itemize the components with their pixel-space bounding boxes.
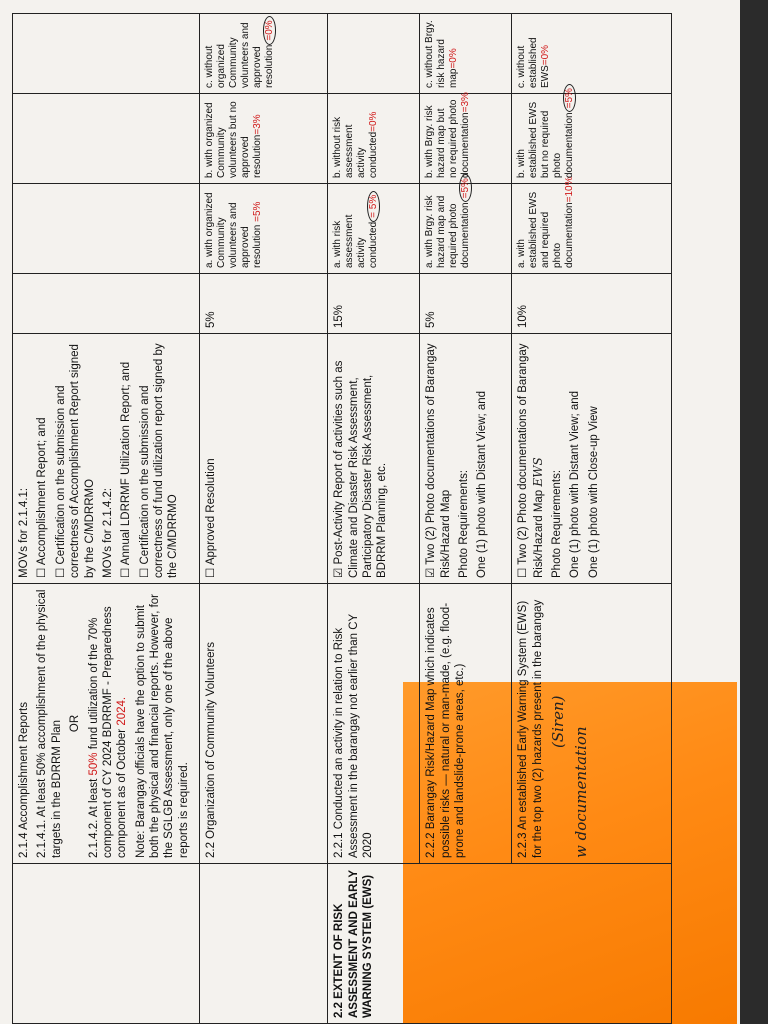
movs-heading: MOVs for 2.1.4.2: (101, 487, 114, 578)
indicator-cell: 2.2 Organization of Community Volunteers (200, 584, 328, 864)
or-label: OR (69, 714, 82, 733)
movs-item: ☐ Certification on the submission and correctness of fund utilization report signed by the C/MDRRMO (138, 343, 180, 578)
movs-item: ☐ Annual LDRRMF Utilization Report; and (120, 361, 133, 578)
indicator-text: 2.1.4.1. At least 50% accomplishment of the physical targets in the BDRRM Plan (36, 589, 63, 858)
movs-item: ☑ Two (2) Photo documentations of Barangay Risk/Hazard Map (425, 343, 452, 578)
weight-cell: 5% (420, 274, 512, 334)
table-row (328, 14, 420, 1024)
movs-cell (512, 334, 672, 584)
score-b: b. with Brgy. risk hazard map but no required photo documentation=3% (420, 94, 512, 184)
score-c: c. without Brgy. risk hazard map=0% (420, 14, 512, 94)
movs-cell: ☐ Approved Resolution (200, 334, 328, 584)
score-c: c. without established EWS=0% (512, 14, 672, 94)
photo-req-heading: Photo Requirements: (457, 469, 470, 578)
indicator-title: 2.1.4 Accomplishment Reports (18, 702, 30, 858)
section-cell-empty (13, 864, 200, 1024)
photo-req-item: One (1) photo with Distant View; and (476, 390, 489, 578)
indicator-cell (512, 584, 672, 864)
indicator-text: 2.2.3 An established Early Warning System (EWS) for the top two (2) hazards present in the barangay (517, 599, 544, 858)
movs-item: ☐ Two (2) Photo documentations of Barangay Risk/Hazard Map EWS (517, 343, 545, 578)
movs-cell: ☑ Post-Activity Report of activities such as Climate and Disaster Risk Assessment, Participatory Disaster Risk Assessment, BDRRM Planning, etc. (328, 334, 420, 584)
score-a: a. with Brgy. risk hazard map and required photo documentation=5% (420, 184, 512, 274)
note-text: Note: Barangay officials have the option to submit both the physical and financial reports. However, for the SGLGB Assessment, only one of the above reports is required. (134, 593, 190, 858)
movs-cell (420, 334, 512, 584)
weight-cell: 10% (512, 274, 672, 334)
indicator-cell: 2.2.1 Conducted an activity in relation to Risk Assessment in the barangay not earlier than CY 2020 (328, 584, 420, 864)
table-row (13, 14, 200, 1024)
photo-req-heading: Photo Requirements: (550, 469, 563, 578)
score-b: b. with organized Community volunteers but no approved resolution=3% (200, 94, 328, 184)
score-a: a. with established EWS and required photo documentation=10% (512, 184, 672, 274)
movs-item: ☐ Accomplishment Report; and (36, 417, 49, 578)
photo-req-item: One (1) photo with Close-up View (587, 406, 600, 578)
score-b: b. with established EWS but no required photo documentation=5% (512, 94, 672, 184)
score-c: c. without organized Community volunteers and approved resolution=0% (200, 14, 328, 94)
photo-req-item: One (1) photo with Distant View; and (569, 390, 582, 578)
indicator-cell (13, 584, 200, 864)
criteria-table (12, 13, 672, 1024)
indicator-cell: 2.2.2 Barangay Risk/Hazard Map which indicates possible risks — natural or man-made, (e.g. flood-prone and landslide-prone areas, etc.) (420, 584, 512, 864)
movs-cell (13, 334, 200, 584)
score-a: a. with risk assessment activity conducted= 5% (328, 184, 420, 274)
handwritten-note: w documentation (571, 726, 590, 858)
handwritten-note: EWS (530, 457, 545, 487)
score-b: b. without risk assessment activity conducted=0% (328, 94, 420, 184)
weight-cell: 15% (328, 274, 420, 334)
handwritten-note: (Siren) (548, 695, 567, 748)
table-row (200, 14, 328, 1024)
movs-item: ☐ Certification on the submission and correctness of Accomplishment Report signed by the C/MDRRMO (54, 344, 96, 578)
movs-heading: MOVs for 2.1.4.1: (18, 487, 30, 578)
indicator-text-2: 2.1.4.2. At least 50% fund utilization of the 70% component of CY 2024 BDRRMF - Preparedness component as of October 2024. (87, 606, 129, 858)
section-cell-empty (200, 864, 328, 1024)
section-heading: 2.2 EXTENT OF RISK ASSESSMENT AND EARLY WARNING SYSTEM (EWS) (328, 864, 672, 1024)
score-a: a. with organized Community volunteers and approved resolution =5% (200, 184, 328, 274)
weight-cell: 5% (200, 274, 328, 334)
